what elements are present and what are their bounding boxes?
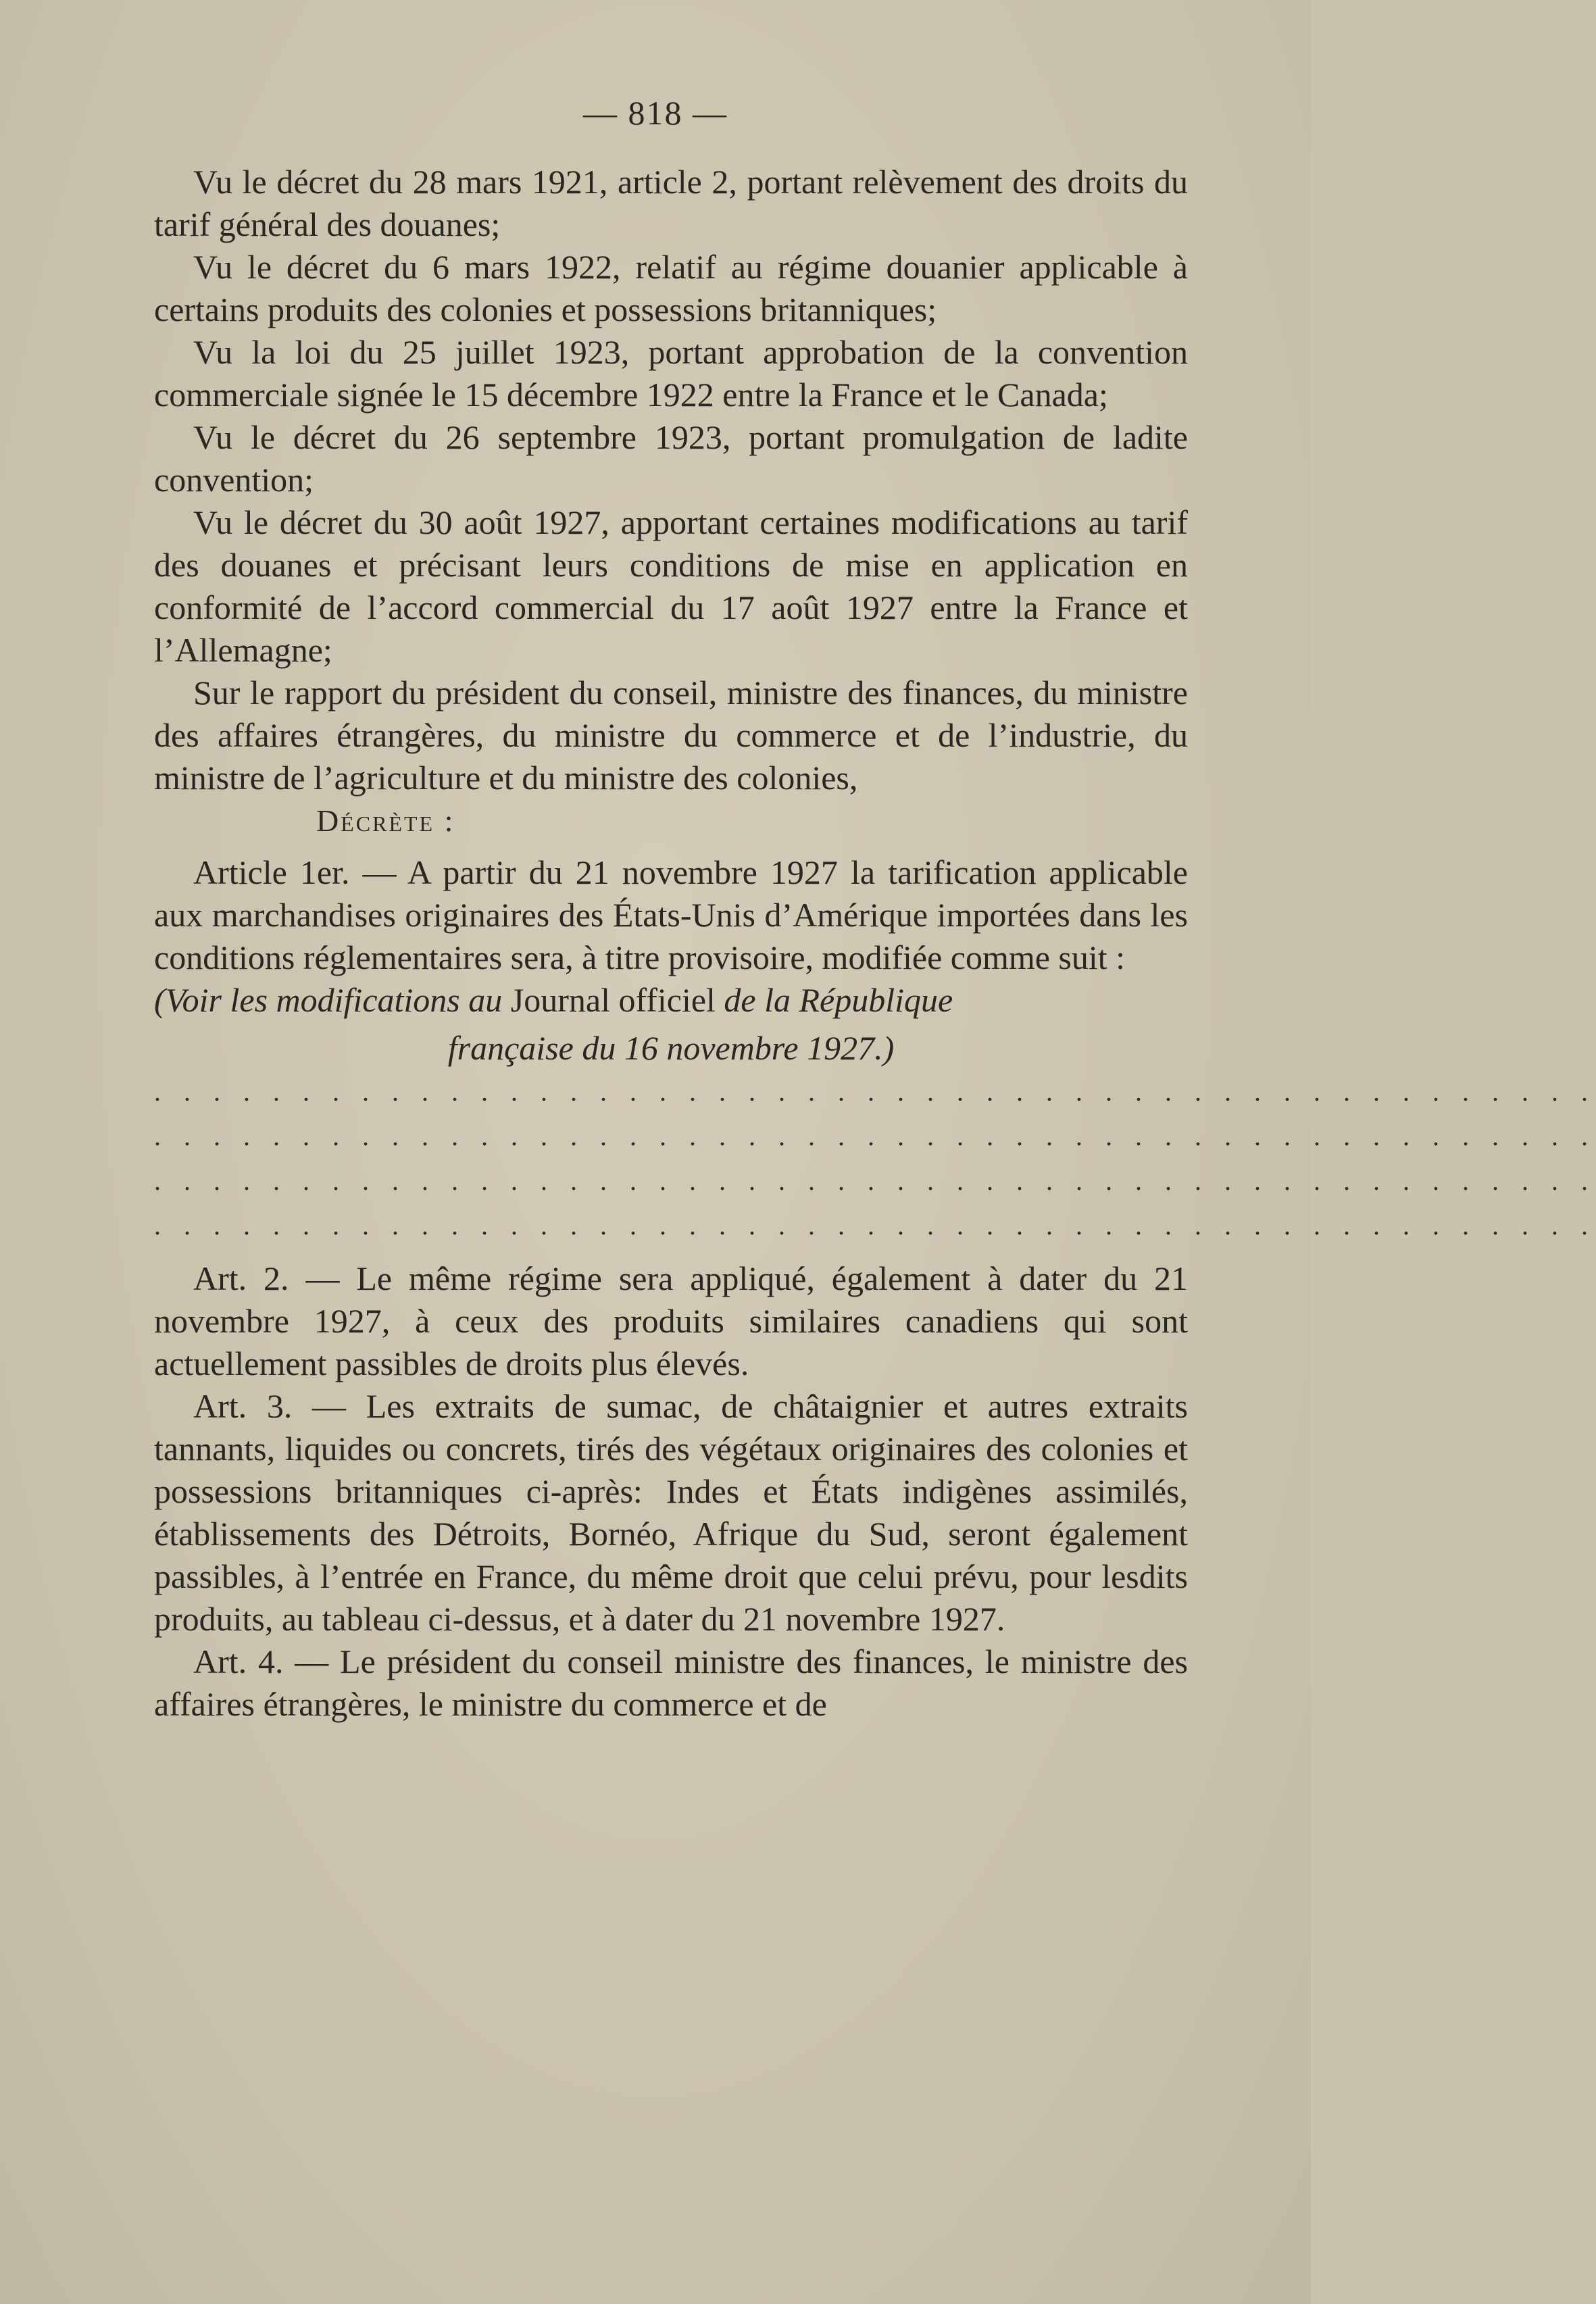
journal-officiel: Journal officiel bbox=[510, 981, 716, 1019]
ellipsis-row: . . . . . . . . . . . . . . . . . . . . . . . . . . . . . . . . . . . . . . . . . . . . . . . . . bbox=[154, 1121, 1596, 1151]
paragraph-vu-1927: Vu le décret du 30 août 1927, apportant certaines modifications au tarif des douanes et précisant leurs conditions de mise en application en conformité de l’accord commercial du 17 août 1927 entre la France et l’Allemagne; bbox=[154, 503, 1188, 669]
paragraph-rapport: Sur le rapport du président du conseil, ministre des finances, du ministre des affaires étrangères, du ministre du commerce et de l’industrie, du ministre de l’agriculture et du ministre des colonies, bbox=[154, 674, 1188, 797]
paragraph-vu-decret-1923: Vu le décret du 26 septembre 1923, portant promulgation de ladite convention; bbox=[154, 418, 1188, 499]
modifications-note-line2: française du 16 novembre 1927.) bbox=[447, 1029, 895, 1067]
article-4: Art. 4. — Le président du conseil ministre des finances, le ministre des affaires étrangères, le ministre du commerce et de bbox=[154, 1643, 1188, 1723]
paragraph-vu-1921: Vu le décret du 28 mars 1921, article 2, portant relèvement des droits du tarif général des douanes; bbox=[154, 163, 1188, 243]
paragraph-vu-1922: Vu le décret du 6 mars 1922, relatif au régime douanier applicable à certains produits des colonies et possessions britanniques; bbox=[154, 248, 1188, 328]
decree-text bbox=[154, 161, 1596, 1726]
article-1: Article 1er. — A partir du 21 novembre 1927 la tarification applicable aux marchandises originaires des États-Unis d’Amérique importées dans les conditions réglementaires sera, à titre provisoire, modifiée comme suit : bbox=[154, 853, 1188, 976]
article-2: Art. 2. — Le même régime sera appliqué, également à dater du 21 novembre 1927, à ceux des produits similaires canadiens qui sont actuellement passibles de droits plus élevés. bbox=[154, 1259, 1188, 1382]
ellipsis-row: . . . . . . . . . . . . . . . . . . . . . . . . . . . . . . . . . . . . . . . . . . . . . . . . . bbox=[154, 1166, 1596, 1196]
paragraph-vu-loi-1923: Vu la loi du 25 juillet 1923, portant approbation de la convention commerciale signée le 15 décembre 1922 entre la France et le Canada; bbox=[154, 333, 1188, 414]
modifications-part1: (Voir les modifications au bbox=[154, 981, 511, 1019]
page-number: — 818 — bbox=[583, 94, 728, 132]
ellipsis-row: . . . . . . . . . . . . . . . . . . . . . . . . . . . . . . . . . . . . . . . . . . . . . . . . . bbox=[154, 1210, 1596, 1241]
modifications-part2: de la République bbox=[715, 981, 953, 1019]
modifications-note bbox=[154, 979, 1188, 1022]
decrete-heading: Décrète : bbox=[316, 803, 455, 838]
ellipsis-row: . . . . . . . . . . . . . . . . . . . . . . . . . . . . . . . . . . . . . . . . . . . . . . . . . bbox=[154, 1076, 1596, 1107]
article-3: Art. 3. — Les extraits de sumac, de châtaignier et autres extraits tannants, liquides ou concrets, tirés des végétaux originaires des colonies et possessions britanniques ci-après: Indes et États indigènes assimilés, établissements des Détroits, Bornéo, Afrique du Sud, seront également passibles, à l’entrée en France, du même droit que celui prévu, pour lesdits produits, au tableau ci-dessus, et à dater du 21 novembre 1927. bbox=[154, 1387, 1188, 1638]
